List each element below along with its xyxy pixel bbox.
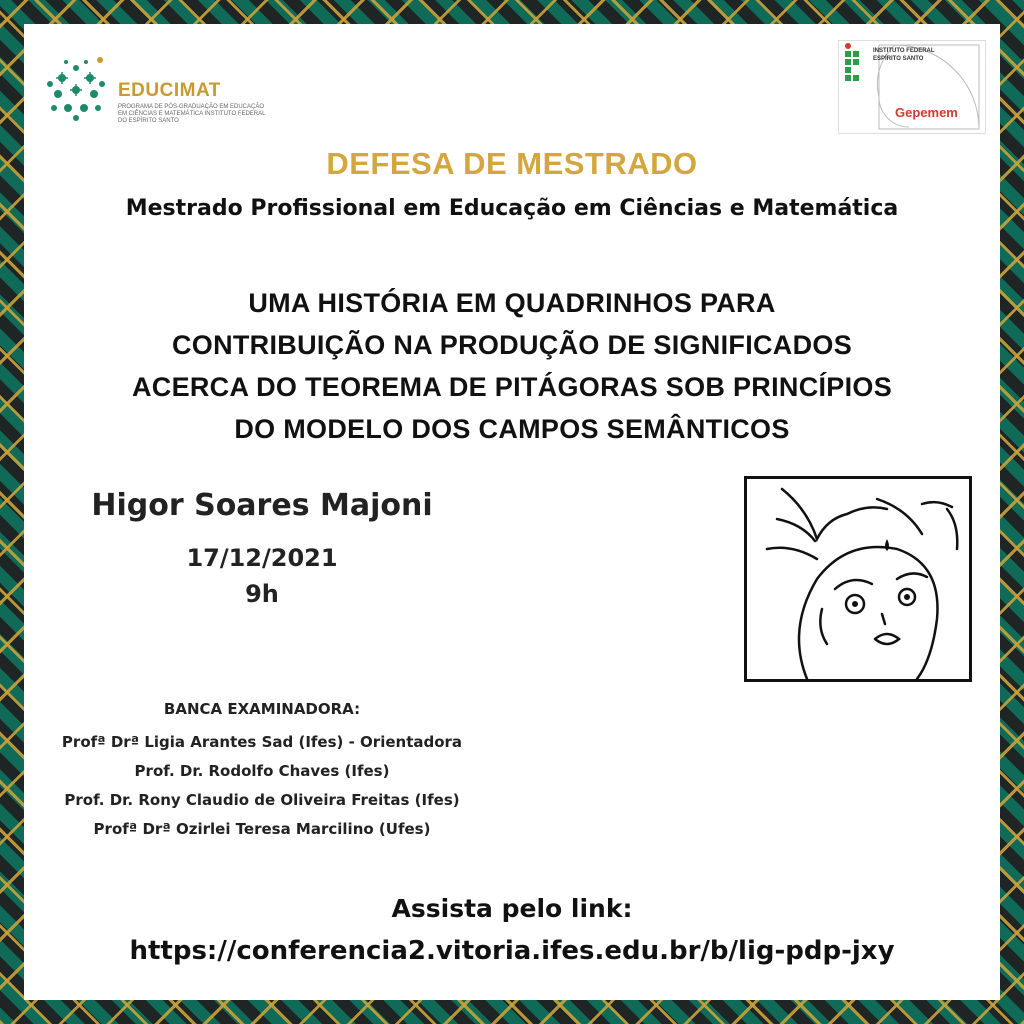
thesis-title-line: UMA HISTÓRIA EM QUADRINHOS PARA [248,288,776,318]
banca-member: Profª Drª Ozirlei Teresa Marcilino (Ufes) [93,820,431,838]
thesis-title-line: CONTRIBUIÇÃO NA PRODUÇÃO DE SIGNIFICADOS [171,330,852,360]
educimat-flower-icon [40,54,112,126]
worried-character-icon [747,479,969,679]
gepemem-name: Gepemem [895,105,958,120]
ifes-gepemem-logo [838,40,986,134]
conference-link[interactable]: https://conferencia2.vitoria.ifes.edu.br/b/lig-pdp-jxy [129,936,895,966]
educimat-tagline: PROGRAMA DE PÓS-GRADUAÇÃO EM EDUCAÇÃO EM CIÊNCIAS E MATEMÁTICA INSTITUTO FEDERAL DO ESPÍRITO SANTO [118,104,266,124]
educimat-name: EDUCIMAT [118,80,221,101]
banca-list [24,728,500,844]
comic-illustration [744,476,972,682]
watch-label: Assista pelo link: [391,894,633,923]
defense-date: 17/12/2021 [186,544,338,572]
educimat-logo [40,44,266,134]
thesis-title [24,282,1000,450]
program-name: Mestrado Profissional em Educação em Ciências e Matemática [125,196,899,221]
event-kind: DEFESA DE MESTRADO [326,146,698,181]
banca-member: Prof. Dr. Rodolfo Chaves (Ifes) [134,762,390,780]
author-name: Higor Soares Majoni [91,488,433,523]
defense-time: 9h [245,580,279,608]
banca-member: Prof. Dr. Rony Claudio de Oliveira Freitas (Ifes) [64,791,460,809]
ifes-name: INSTITUTO FEDERAL ESPÍRITO SANTO [873,48,935,62]
thesis-title-line: ACERCA DO TEOREMA DE PITÁGORAS SOB PRINCÍPIOS [131,372,893,402]
banca-member: Profª Drª Ligia Arantes Sad (Ifes) - Orientadora [61,733,463,751]
banca-heading: BANCA EXAMINADORA: [163,700,361,718]
poster-card [24,24,1000,1000]
thesis-title-line: DO MODELO DOS CAMPOS SEMÂNTICOS [234,414,790,444]
